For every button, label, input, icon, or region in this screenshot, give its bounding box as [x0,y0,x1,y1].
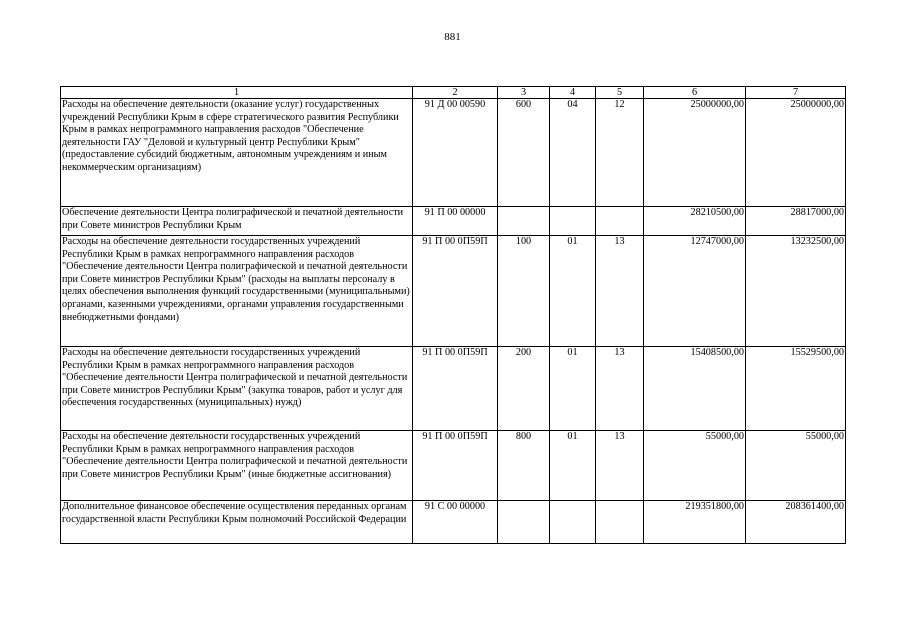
amount-year1-cell: 55000,00 [644,431,746,501]
subsection-cell [596,207,644,236]
column-header: 6 [644,87,746,99]
amount-year2-cell: 208361400,00 [746,501,846,544]
amount-year2-cell: 25000000,00 [746,99,846,207]
section-cell: 01 [550,347,596,431]
page-number: 881 [444,31,461,43]
subsection-cell: 12 [596,99,644,207]
table-row [61,207,846,236]
amount-year2-cell: 13232500,00 [746,236,846,347]
section-cell: 01 [550,431,596,501]
expense-type-cell: 800 [498,431,550,501]
target-code-cell: 91 П 00 0П59П [413,431,498,501]
section-cell [550,207,596,236]
amount-year2-cell: 28817000,00 [746,207,846,236]
column-header: 7 [746,87,846,99]
target-code-cell: 91 П 00 0П59П [413,236,498,347]
subsection-cell: 13 [596,431,644,501]
expense-type-cell [498,207,550,236]
amount-year1-cell: 219351800,00 [644,501,746,544]
expense-name-cell: Расходы на обеспечение деятельности (оказание услуг) государственных учреждений Республики Крым в сфере стратегического развития Республики Крым в рамках непрограммного направления расходов "Обеспечение деятельности ГАУ "Деловой и культурный центр Республики Крым" (предоставление субсидий бюджетным, автономным учреждениям и иным некоммерческим организациям) [61,99,413,207]
target-code-cell: 91 П 00 00000 [413,207,498,236]
expense-type-cell: 600 [498,99,550,207]
table-header-row [61,87,846,99]
table-row [61,431,846,501]
column-header: 5 [596,87,644,99]
section-cell: 04 [550,99,596,207]
table-row [61,236,846,347]
target-code-cell: 91 С 00 00000 [413,501,498,544]
amount-year1-cell: 25000000,00 [644,99,746,207]
column-header: 4 [550,87,596,99]
amount-year1-cell: 28210500,00 [644,207,746,236]
amount-year1-cell: 15408500,00 [644,347,746,431]
amount-year1-cell: 12747000,00 [644,236,746,347]
subsection-cell: 13 [596,236,644,347]
expense-name-cell: Расходы на обеспечение деятельности государственных учреждений Республики Крым в рамках непрограммного направления расходов "Обеспечение деятельности Центра полиграфической и печатной деятельности при Совете министров Республики Крым" (закупка товаров, работ и услуг для обеспечения государственных (муниципальных) нужд) [61,347,413,431]
target-code-cell: 91 П 00 0П59П [413,347,498,431]
subsection-cell [596,501,644,544]
expense-name-cell: Расходы на обеспечение деятельности государственных учреждений Республики Крым в рамках непрограммного направления расходов "Обеспечение деятельности Центра полиграфической и печатной деятельности при Совете министров Республики Крым" (иные бюджетные ассигнования) [61,431,413,501]
subsection-cell: 13 [596,347,644,431]
table-row [61,99,846,207]
expense-name-cell: Расходы на обеспечение деятельности государственных учреждений Республики Крым в рамках непрограммного направления расходов "Обеспечение деятельности Центра полиграфической и печатной деятельности при Совете министров Республики Крым" (расходы на выплаты персоналу в целях обеспечения выполнения функций государственными (муниципальными) органами, казенными учреждениями, органами управления государственными внебюджетными фондами) [61,236,413,347]
expense-type-cell: 100 [498,236,550,347]
amount-year2-cell: 15529500,00 [746,347,846,431]
target-code-cell: 91 Д 00 00590 [413,99,498,207]
column-header: 2 [413,87,498,99]
section-cell [550,501,596,544]
expense-name-cell: Обеспечение деятельности Центра полиграфической и печатной деятельности при Совете министров Республики Крым [61,207,413,236]
expense-name-cell: Дополнительное финансовое обеспечение осуществления переданных органам государственной власти Республики Крым полномочий Российской Федерации [61,501,413,544]
column-header: 3 [498,87,550,99]
expense-type-cell: 200 [498,347,550,431]
column-header: 1 [61,87,413,99]
amount-year2-cell: 55000,00 [746,431,846,501]
table-row [61,501,846,544]
table-row [61,347,846,431]
budget-table [60,86,846,544]
expense-type-cell [498,501,550,544]
section-cell: 01 [550,236,596,347]
